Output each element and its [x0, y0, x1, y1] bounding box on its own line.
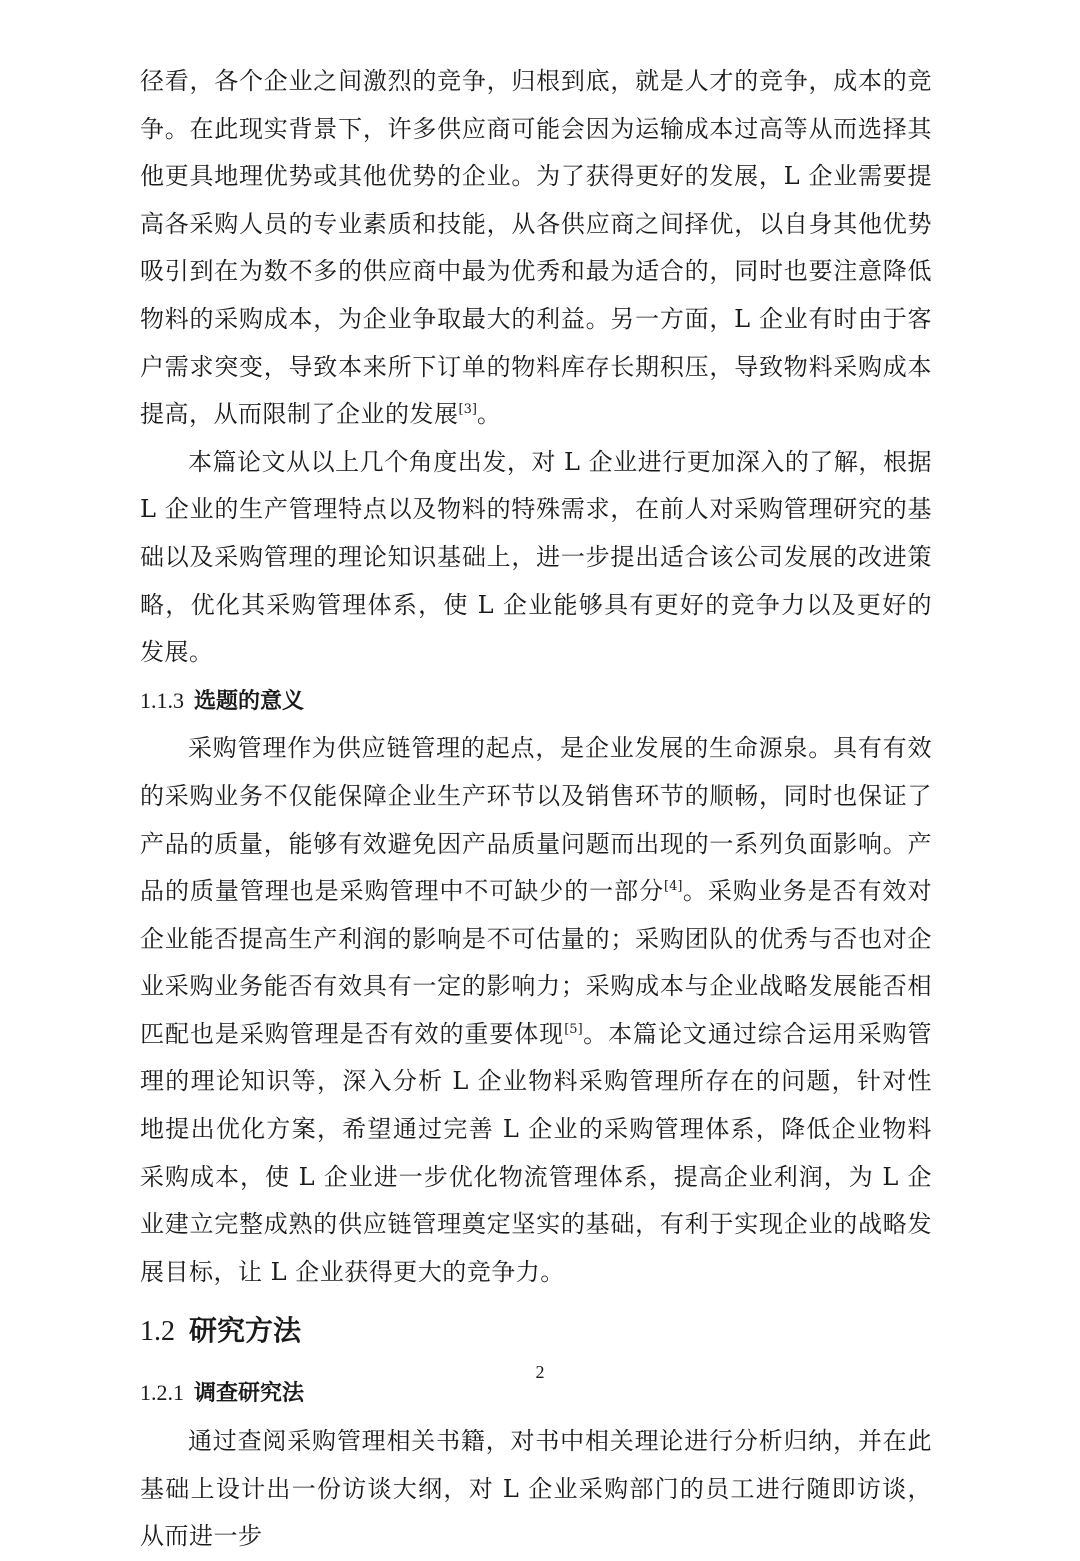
paragraph-approach — [140, 439, 932, 677]
paragraph-text: 通过查阅采购管理相关书籍，对书中相关理论进行分析归纳，并在此基础上设计出一份访谈大纲，对 L 企业采购部门的员工进行随即访谈，从而进一步 — [140, 1427, 932, 1551]
paragraph-background-continued — [140, 58, 932, 439]
section-heading-1-2 — [140, 1308, 932, 1355]
section-heading-1-1-3 — [140, 677, 932, 726]
section-number: 1.2 — [140, 1316, 175, 1348]
paragraph-text-part-a: 采购管理作为供应链管理的起点，是企业发展的生命源泉。具有有效的采购业务不仅能保障企业生产环节以及销售环节的顺畅，同时也保证了产品的质量，能够有效避免因产品质量问题而出现的一系列负面影响。产品的质量管理也是采购管理中不可缺少的一部分 — [140, 734, 932, 906]
paragraph-significance — [140, 725, 932, 1296]
section-title: 选题的意义 — [194, 688, 305, 714]
paragraph-text-part-b: 。采购业务是否有效对企业能否提高生产利润的影响是不可估量的；采购团队的优秀与否也对企业采购业务能否有效具有一定的影响力；采购成本与企业战略发展能否相匹配也是采购管理是否有效的重要体现 — [140, 877, 933, 1048]
page-number: 2 — [535, 1362, 545, 1382]
paragraph-text: 径看，各个企业之间激烈的竞争，归根到底，就是人才的竞争，成本的竞争。在此现实背景下，许多供应商可能会因为运输成本过高等从而选择其他更具地理优势或其他优势的企业。为了获得更好的发展，L 企业需要提高各采购人员的专业素质和技能，从各供应商之间择优，以自身其他优势吸引到在为数不多的供应商中最为优秀和最为适合的，同时也要注意降低物料的采购成本，为企业争取最大的利益。另一方面，L 企业有时由于客户需求突变，导致本来所下订单的物料库存长期积压，导致物料采购成本提高，从而限制了企业的发展 — [140, 67, 932, 429]
section-number: 1.2.1 — [140, 1380, 184, 1406]
paragraph-tail: 。 — [476, 400, 502, 429]
section-title: 研究方法 — [189, 1314, 302, 1348]
citation-ref-4[interactable]: [4] — [664, 879, 683, 895]
document-body — [140, 58, 932, 1561]
paragraph-text: 本篇论文从以上几个角度出发，对 L 企业进行更加深入的了解，根据 L 企业的生产管理特点以及物料的特殊需求，在前人对采购管理研究的基础以及采购管理的理论知识基础上，进一步提出适合该公司发展的改进策略，优化其采购管理体系，使 L 企业能够具有更好的竞争力以及更好的发展。 — [140, 447, 932, 667]
section-title: 调查研究法 — [194, 1381, 305, 1407]
section-number: 1.1.3 — [140, 687, 184, 713]
citation-ref-3[interactable]: [3] — [458, 402, 477, 418]
citation-ref-5[interactable]: [5] — [564, 1021, 583, 1037]
paragraph-text-part-c: 。本篇论文通过综合运用采购管理的理论知识等，深入分析 L 企业物料采购管理所存在的问题，针对性地提出优化方案，希望通过完善 L 企业的采购管理体系，降低企业物料采购成本，使 L 企业进一步优化物流管理体系，提高企业利润，为 L 企业建立完整成熟的供应链管理奠定坚实的基础，有利于实现企业的战略发展目标，让 L 企业获得更大的竞争力。 — [140, 1019, 933, 1286]
paragraph-survey-method — [140, 1418, 932, 1561]
